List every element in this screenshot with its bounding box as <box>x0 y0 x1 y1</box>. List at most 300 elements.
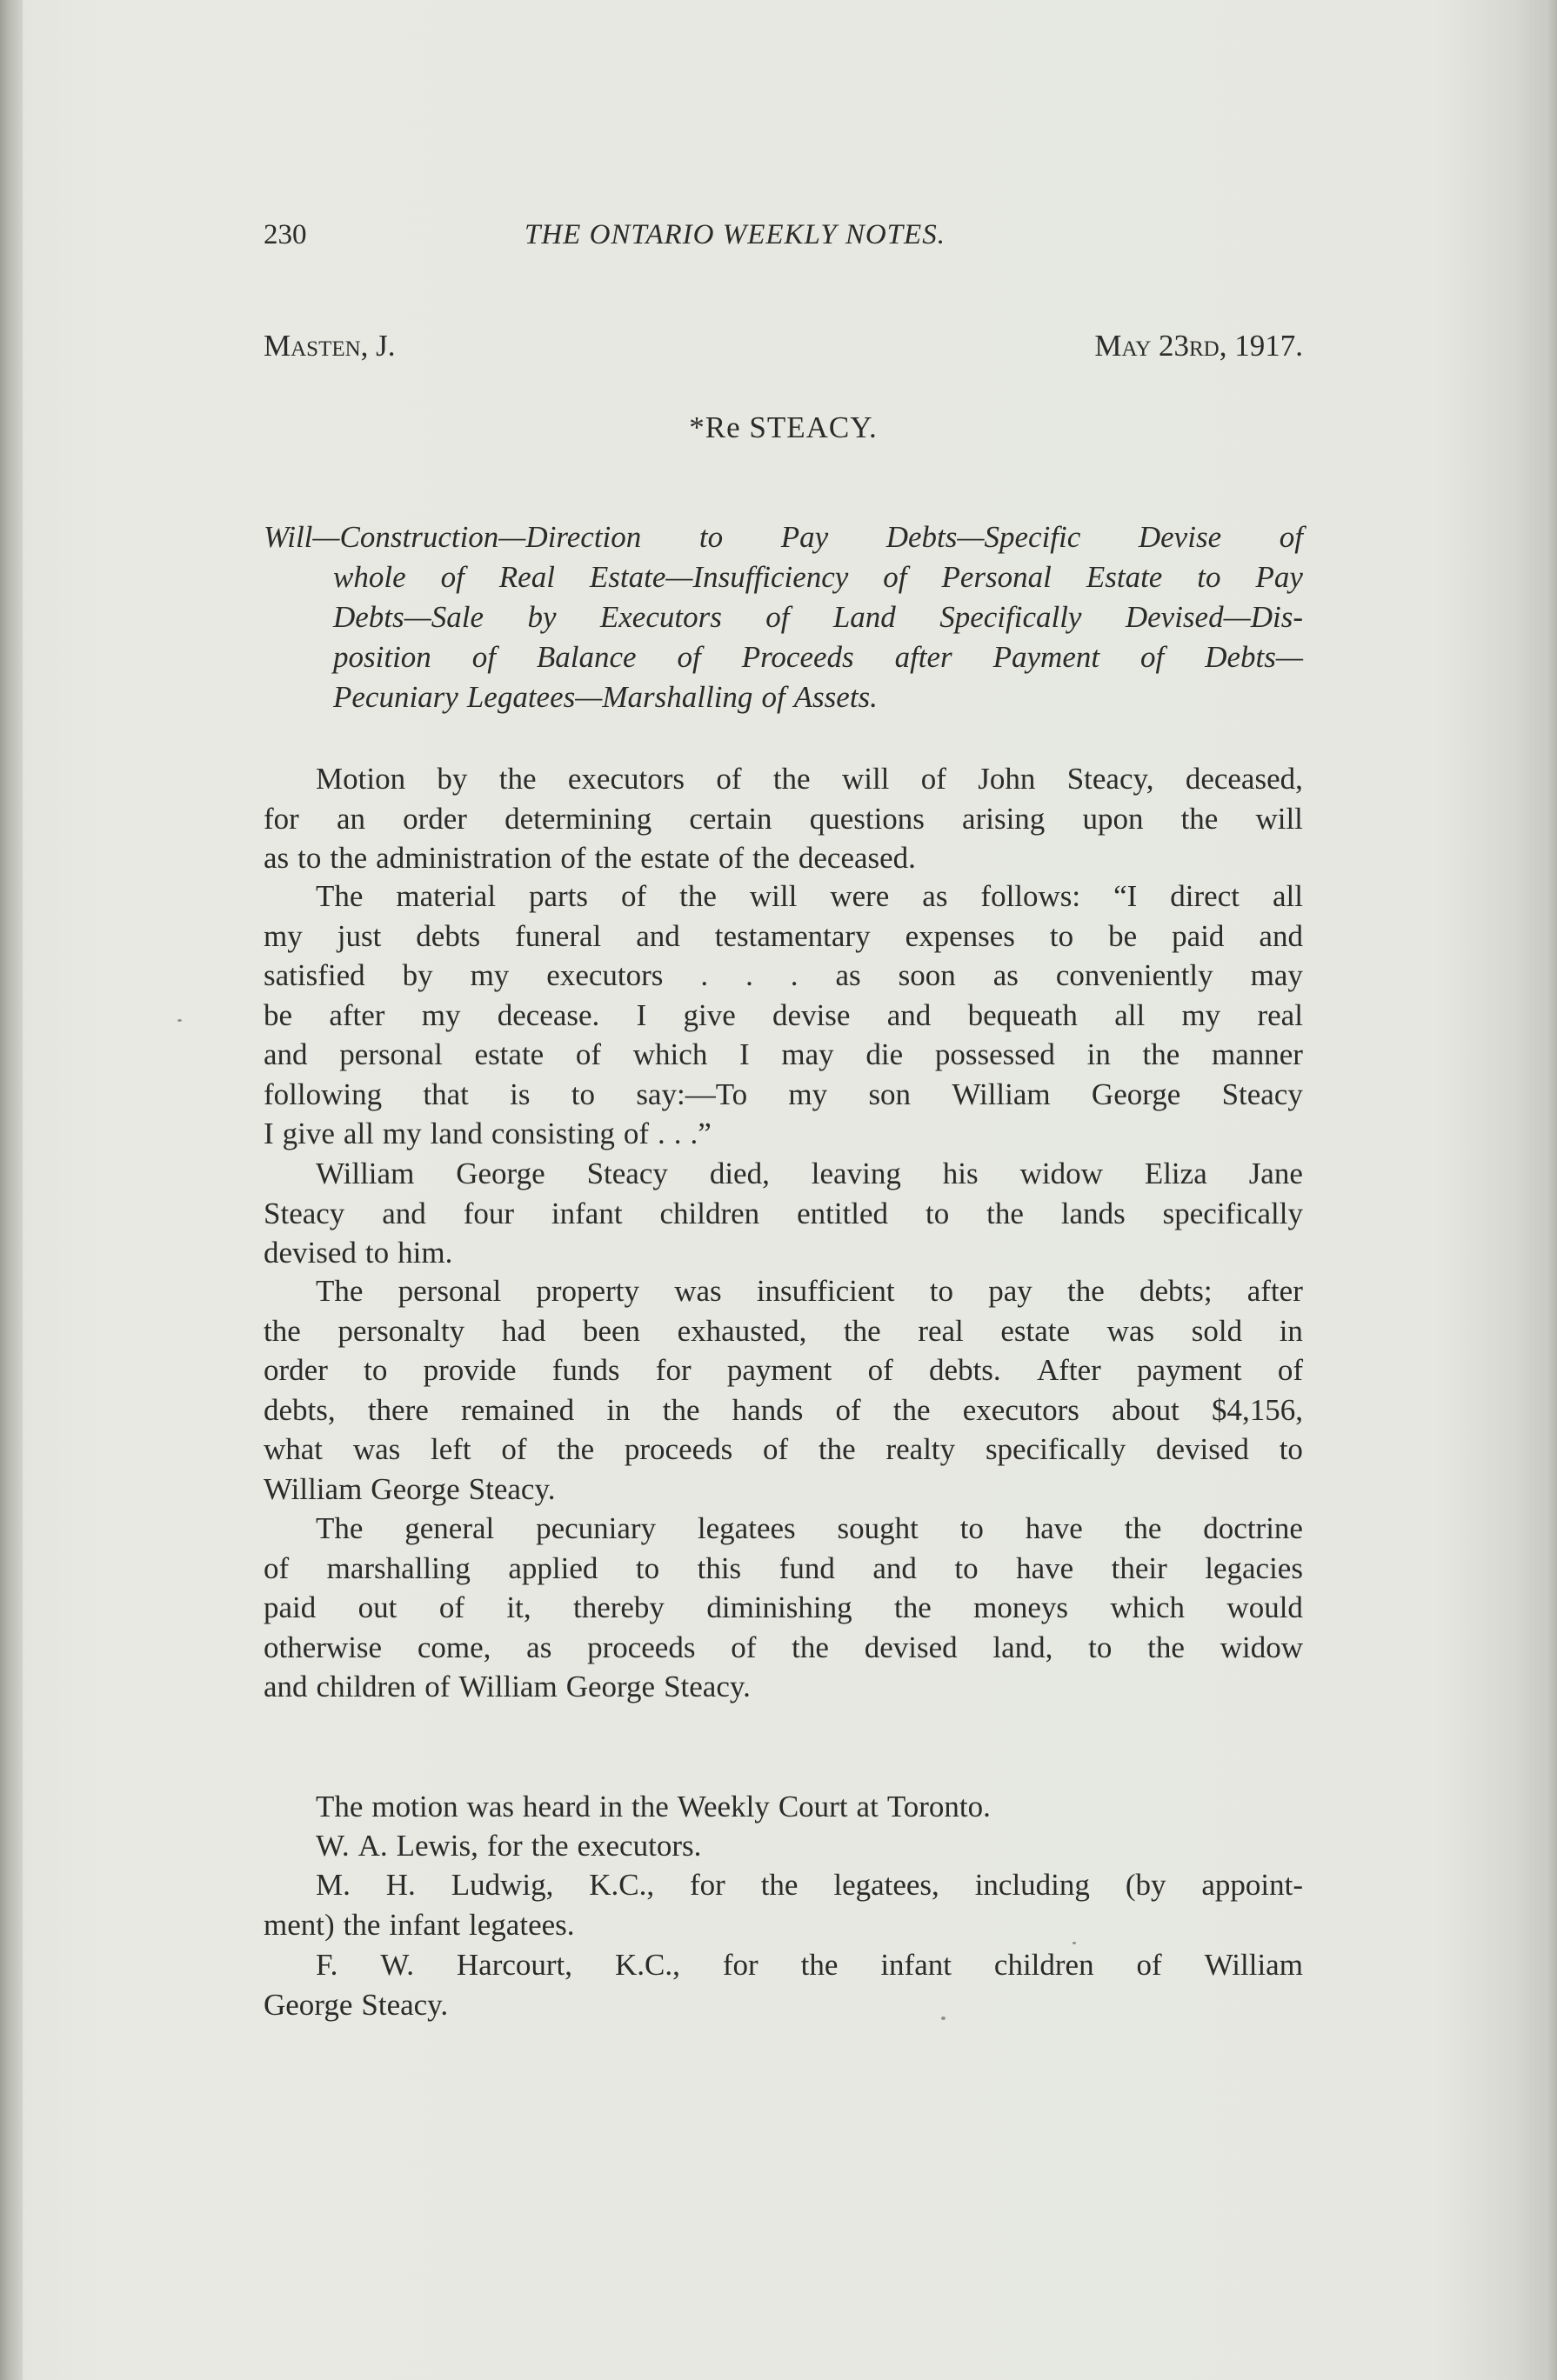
text-line <box>264 1114 1303 1154</box>
word: legacies <box>1205 1550 1303 1585</box>
word: it, <box>506 1590 531 1624</box>
word: an <box>336 801 365 836</box>
word: give <box>282 1117 335 1150</box>
word: his <box>942 1157 979 1190</box>
word: just <box>337 918 382 953</box>
word: The <box>316 1274 364 1308</box>
word: devised <box>864 1630 958 1664</box>
word: W. <box>316 1829 350 1863</box>
word: my <box>788 1077 828 1111</box>
word: personal <box>398 1274 502 1308</box>
word: exhausted, <box>677 1313 807 1348</box>
word: of <box>1140 640 1165 674</box>
word: Debts—Sale <box>333 600 484 634</box>
word: of <box>763 1432 789 1466</box>
paragraph-counsel-children <box>264 1945 1303 2024</box>
word: doctrine <box>1203 1511 1303 1545</box>
text-line <box>264 1865 1303 1905</box>
word: Weekly <box>677 1790 770 1823</box>
word: land, <box>992 1630 1053 1664</box>
word: of <box>761 680 785 714</box>
paragraph-hearing <box>264 1787 1303 1827</box>
word: Proceeds <box>741 640 854 674</box>
text-line <box>264 1787 1303 1827</box>
word: all <box>343 1117 374 1150</box>
word: the <box>818 1432 856 1466</box>
text-line <box>264 1390 1303 1430</box>
word: Pay <box>1255 560 1303 594</box>
word: pay <box>988 1274 1032 1308</box>
word: the <box>264 1313 301 1348</box>
word: testamentary <box>714 918 871 953</box>
word: Steacy <box>264 1196 345 1230</box>
word: my <box>421 997 461 1032</box>
paragraph-will-terms <box>264 877 1303 1154</box>
word: debts <box>416 918 481 953</box>
journal-title: THE ONTARIO WEEKLY NOTES. <box>525 219 946 250</box>
text-line <box>264 1075 1303 1115</box>
word: paid <box>264 1590 317 1624</box>
word: M. <box>316 1868 351 1902</box>
word: the <box>594 841 632 875</box>
word: material <box>396 879 497 913</box>
word: and <box>872 1550 917 1585</box>
word: widow <box>1220 1630 1303 1664</box>
word: four <box>463 1196 514 1230</box>
word: in <box>598 1790 624 1823</box>
word: proceeds <box>624 1432 733 1466</box>
word: William <box>952 1077 1051 1111</box>
word: of <box>835 1392 861 1427</box>
word: Real <box>498 560 555 594</box>
word: order <box>264 1353 328 1387</box>
word: as <box>264 841 290 875</box>
word: Assets. <box>793 680 878 714</box>
word: of <box>920 762 946 796</box>
word: after <box>329 997 385 1032</box>
catchwords <box>264 517 1303 717</box>
word: position <box>333 640 431 674</box>
word: to <box>1197 560 1221 594</box>
word: Specifically <box>939 600 1082 634</box>
word: Steacy. <box>468 1471 556 1506</box>
word: . <box>790 958 799 992</box>
word: to <box>364 1236 390 1270</box>
word: expenses <box>905 918 1015 953</box>
word: Steacy, <box>1066 762 1154 796</box>
word: $4,156, <box>1211 1392 1303 1427</box>
word: been <box>582 1313 641 1348</box>
word: Payment <box>992 640 1100 674</box>
word: the <box>843 1313 881 1348</box>
word: the <box>1066 1274 1105 1308</box>
word: upon <box>1082 801 1144 836</box>
word: order <box>403 801 467 836</box>
word: funeral <box>515 918 602 953</box>
word: say:—To <box>636 1077 748 1111</box>
word: including <box>974 1868 1090 1902</box>
word: Land <box>832 600 896 634</box>
text-line <box>264 1233 1303 1273</box>
word: debts, <box>264 1392 336 1427</box>
word: the <box>772 762 811 796</box>
word: and <box>636 918 680 953</box>
text-line <box>264 1826 1303 1866</box>
text-line <box>264 1154 1303 1194</box>
word: sought <box>837 1511 919 1545</box>
word: the <box>792 1630 829 1664</box>
word: Balance <box>536 640 637 674</box>
word: about <box>1112 1392 1179 1427</box>
word: K.C., <box>615 1948 680 1982</box>
word: Devised—Dis- <box>1125 600 1303 634</box>
word: Will—Construction—Direction <box>264 520 642 554</box>
word: give <box>683 997 736 1032</box>
decision-date: May 23rd, 1917. <box>1094 329 1303 363</box>
paragraph-legatees <box>264 1509 1303 1707</box>
word: of <box>621 879 647 913</box>
paragraph-motion <box>264 759 1303 878</box>
word: real <box>1257 997 1303 1032</box>
word: by <box>437 762 468 796</box>
word: for <box>655 1353 692 1387</box>
word: as <box>922 879 948 913</box>
word: certain <box>689 801 772 836</box>
word: diminishing <box>706 1590 852 1624</box>
word: of <box>560 841 586 875</box>
word: out <box>358 1590 398 1624</box>
text-line <box>264 1470 1303 1510</box>
word: that <box>423 1077 469 1111</box>
word: by <box>402 958 433 992</box>
word: for <box>264 801 299 836</box>
word: of <box>1277 1353 1303 1387</box>
word: to <box>929 1274 954 1308</box>
word: to <box>1279 1432 1303 1466</box>
word: of <box>1136 1948 1162 1982</box>
word: which <box>1110 1590 1186 1624</box>
word: of <box>471 640 496 674</box>
word: of <box>438 1590 464 1624</box>
text-line <box>264 1311 1303 1351</box>
word: of <box>677 640 701 674</box>
word: Court <box>778 1790 848 1823</box>
word: determining <box>505 801 652 836</box>
text-line <box>264 1588 1303 1628</box>
word: insufficient <box>756 1274 895 1308</box>
word: W. <box>380 1948 414 1982</box>
word: son <box>868 1077 912 1111</box>
word: questions <box>809 801 925 836</box>
paragraph-death <box>264 1154 1303 1273</box>
word: Steacy. <box>361 1987 449 2022</box>
text-line <box>264 557 1303 597</box>
word: in <box>1279 1313 1303 1348</box>
word: to <box>364 1353 388 1387</box>
word: widow <box>1019 1157 1103 1190</box>
word: executors <box>962 1392 1079 1427</box>
word: devised <box>264 1236 357 1270</box>
word: the <box>1124 1511 1162 1545</box>
word: otherwise <box>264 1630 383 1664</box>
word: The <box>316 879 364 913</box>
word: to <box>1088 1630 1113 1664</box>
word: property <box>536 1274 639 1308</box>
word: George <box>565 1670 656 1703</box>
word: what <box>264 1432 324 1466</box>
word: following <box>264 1077 383 1111</box>
word: legatees <box>697 1511 796 1545</box>
text-line <box>264 1945 1303 1985</box>
word: of <box>440 560 464 594</box>
word: personalty <box>337 1313 465 1348</box>
word: estate <box>1000 1313 1071 1348</box>
word: realty <box>885 1432 956 1466</box>
word: William <box>1204 1948 1303 1982</box>
word: bequeath <box>967 997 1078 1032</box>
text-line <box>264 597 1303 637</box>
word: the <box>894 1590 932 1624</box>
word: moneys <box>973 1590 1069 1624</box>
word: after <box>894 640 952 674</box>
word: (by <box>1125 1868 1166 1902</box>
word: and <box>264 1037 308 1071</box>
word: to <box>698 520 724 554</box>
word: applied <box>508 1550 598 1585</box>
word: died, <box>709 1157 770 1190</box>
word: I <box>636 997 647 1032</box>
word: Personal <box>941 560 1052 594</box>
word: the <box>752 841 790 875</box>
word: I <box>264 1117 274 1150</box>
word: which <box>632 1037 708 1071</box>
word: left <box>431 1432 471 1466</box>
word: . <box>658 1117 665 1150</box>
word: debts; <box>1139 1274 1213 1308</box>
word: to <box>925 1196 950 1230</box>
word: F. <box>316 1948 338 1982</box>
word: estate <box>640 841 710 875</box>
word: have <box>1016 1550 1074 1585</box>
word: heard <box>523 1790 591 1823</box>
word: will <box>1255 801 1303 836</box>
word: decease. <box>497 997 600 1032</box>
word: of <box>264 1550 290 1585</box>
word: the <box>343 1907 381 1942</box>
word: the <box>1180 801 1219 836</box>
word: executors <box>546 958 664 992</box>
word: come, <box>417 1630 491 1664</box>
word: of <box>623 1117 650 1150</box>
word: William <box>316 1157 415 1190</box>
word: satisfied <box>264 958 365 992</box>
word: devised <box>1156 1432 1249 1466</box>
word: by <box>527 600 557 634</box>
word: the <box>800 1948 839 1982</box>
word: Estate—Insufficiency <box>589 560 849 594</box>
word: the <box>679 879 717 913</box>
text-line <box>264 1985 1303 2025</box>
text-line <box>264 1194 1303 1234</box>
word: there <box>367 1392 429 1427</box>
word: deceased. <box>798 841 916 875</box>
word: of <box>883 560 907 594</box>
word: soon <box>898 958 956 992</box>
text-line <box>264 996 1303 1036</box>
word: estate <box>474 1037 545 1071</box>
word: legatees, <box>833 1868 939 1902</box>
word: the <box>760 1868 799 1902</box>
word: specifically <box>1162 1196 1303 1230</box>
word: personal <box>339 1037 443 1071</box>
word: after <box>1246 1274 1303 1308</box>
word: Devise <box>1138 520 1222 554</box>
word: infant <box>880 1948 952 1982</box>
word: and <box>1259 918 1303 953</box>
word: land <box>430 1117 483 1150</box>
word: parts <box>529 879 589 913</box>
text-line <box>264 956 1303 996</box>
word: Ludwig, <box>451 1868 554 1902</box>
word: hands <box>732 1392 804 1427</box>
word: was <box>1106 1313 1155 1348</box>
word: was <box>466 1790 515 1823</box>
word: the <box>1142 1037 1180 1071</box>
word: were <box>830 879 890 913</box>
word: infant <box>551 1196 623 1230</box>
word: be <box>264 997 293 1032</box>
word: George <box>371 1471 460 1506</box>
word: follows: <box>980 879 1081 913</box>
text-line <box>264 1628 1303 1668</box>
word: will <box>841 762 890 796</box>
word: of <box>575 1037 602 1071</box>
text-line <box>264 917 1303 957</box>
word: was <box>674 1274 722 1308</box>
word: may <box>1250 958 1303 992</box>
paper-speck <box>941 2017 946 2020</box>
word: George <box>1091 1077 1181 1111</box>
word: .” <box>690 1117 712 1150</box>
word: the <box>498 762 537 796</box>
word: A. <box>358 1829 388 1863</box>
word: for <box>486 1829 523 1863</box>
word: After <box>1036 1353 1101 1387</box>
word: sold <box>1191 1313 1243 1348</box>
word: my <box>1181 997 1221 1032</box>
word: to <box>297 841 322 875</box>
word: all <box>1272 879 1303 913</box>
word: Eliza <box>1144 1157 1207 1190</box>
word: deceased, <box>1185 762 1303 796</box>
word: Toronto. <box>886 1790 991 1823</box>
word: in <box>606 1392 631 1427</box>
word: at <box>856 1790 879 1823</box>
word: children <box>659 1196 760 1230</box>
word: of <box>424 1670 451 1703</box>
word: as <box>992 958 1019 992</box>
page-number: 230 <box>264 219 307 250</box>
word: conveniently <box>1055 958 1213 992</box>
word: of <box>867 1353 893 1387</box>
word: to <box>954 1550 979 1585</box>
word: thereby <box>572 1590 665 1624</box>
word: for <box>722 1948 758 1982</box>
paragraph-counsel-legatees <box>264 1865 1303 1944</box>
word: infant <box>389 1907 461 1942</box>
book-spine-shadow <box>0 0 23 2380</box>
word: entitled <box>797 1196 889 1230</box>
word: general <box>404 1511 495 1545</box>
word: leaving <box>811 1157 901 1190</box>
word: their <box>1111 1550 1167 1585</box>
word: Pay <box>780 520 829 554</box>
word: funds <box>551 1353 620 1387</box>
word: Legatees—Marshalling <box>466 680 753 714</box>
word: of <box>718 841 745 875</box>
word: K.C., <box>589 1868 655 1902</box>
word: whole <box>333 560 406 594</box>
word: “I <box>1113 879 1138 913</box>
word: fund <box>778 1550 835 1585</box>
word: all <box>1114 997 1146 1032</box>
text-line <box>264 1905 1303 1945</box>
text-line <box>264 677 1303 717</box>
word: paid <box>1172 918 1225 953</box>
word: Lewis, <box>396 1829 478 1863</box>
word: possessed <box>934 1037 1055 1071</box>
word: children <box>316 1670 417 1703</box>
word: proceeds <box>587 1630 696 1664</box>
word: of <box>765 600 790 634</box>
text-line <box>264 1035 1303 1075</box>
paragraph-personal-property <box>264 1271 1303 1509</box>
word: marshalling <box>326 1550 471 1585</box>
word: Debts— <box>1205 640 1303 674</box>
word: to <box>571 1077 596 1111</box>
running-head <box>264 219 1307 257</box>
word: Executors <box>599 600 722 634</box>
word: Harcourt, <box>456 1948 573 1982</box>
word: arising <box>962 801 1046 836</box>
word: may <box>781 1037 834 1071</box>
word: had <box>501 1313 546 1348</box>
word: . <box>745 958 753 992</box>
text-line <box>264 1350 1303 1390</box>
text-line <box>264 1430 1303 1470</box>
word: my <box>264 918 303 953</box>
word: the <box>557 1432 595 1466</box>
word: the <box>631 1790 669 1823</box>
word: George <box>264 1987 353 2022</box>
word: lands <box>1060 1196 1126 1230</box>
page-edge <box>1545 0 1557 2380</box>
word: William <box>458 1670 558 1703</box>
word: Steacy <box>1221 1077 1303 1111</box>
word: remained <box>460 1392 575 1427</box>
word: administration <box>376 841 552 875</box>
text-line <box>264 1549 1303 1589</box>
word: The <box>316 1790 364 1823</box>
word: this <box>697 1550 742 1585</box>
word: have <box>1025 1511 1083 1545</box>
word: and <box>382 1196 426 1230</box>
case-title: *Re STEACY. <box>689 410 878 444</box>
word: debts. <box>929 1353 1001 1387</box>
word: the <box>330 841 368 875</box>
word: real <box>918 1313 964 1348</box>
word: payment <box>726 1353 832 1387</box>
